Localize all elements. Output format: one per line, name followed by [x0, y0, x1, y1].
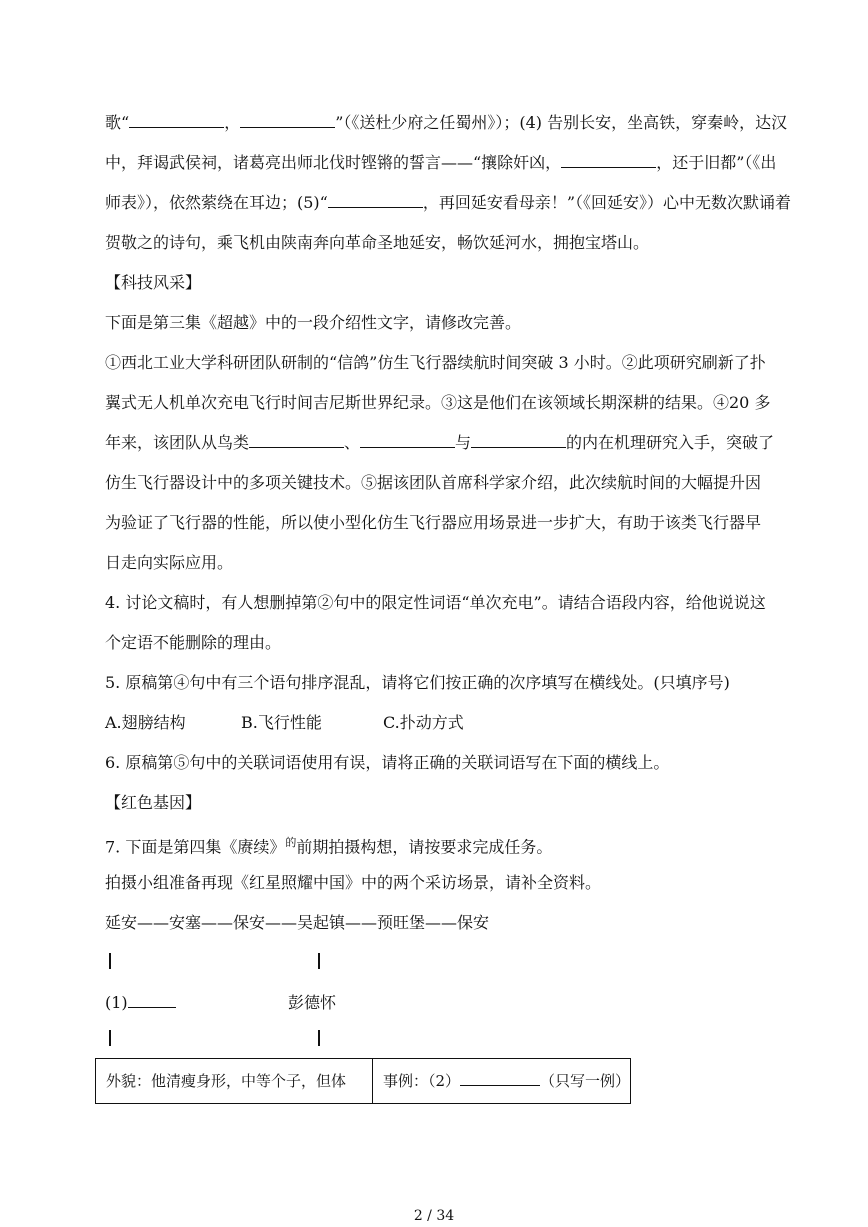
question-6: 6. 原稿第⑤句中的关联词语使用有误，请将正确的关联词语写在下面的横线上。 — [105, 753, 670, 772]
photo-instruction: 拍摄小组准备再现《红星照耀中国》中的两个采访场景，请补全资料。 — [105, 873, 602, 892]
passage-line: 为验证了飞行器的性能，所以使小型化仿生飞行器应用场景进一步扩大，有助于该类飞行器早 — [105, 513, 762, 532]
poem-line-1: 歌“ ， ”（《送杜少府之任蜀州》）；(4) 告别长安，坐高铁，穿秦岭，达汉 — [105, 113, 788, 132]
connector-bar — [318, 1030, 320, 1046]
passage-line: 仿生飞行器设计中的多项关键技术。⑤据该团队首席科学家介绍，此次续航时间的大幅提升因 — [105, 473, 762, 492]
fill-blank[interactable] — [129, 113, 224, 128]
instruction-text: 下面是第三集《超越》中的一段介绍性文字，请修改完善。 — [105, 313, 522, 332]
connector-bar — [109, 1030, 111, 1046]
fill-blank[interactable] — [561, 153, 656, 168]
poem-line-2: 中，拜谒武侯祠，诸葛亮出师北伐时铿锵的誓言——“攘除奸凶， ，还于旧都”（《出 — [105, 153, 777, 172]
question-5: 5. 原稿第④句中有三个语句排序混乱，请将它们按正确的次序填写在横线处。(只填序号) — [105, 673, 730, 692]
info-table — [95, 1058, 631, 1104]
option-a: A.翅膀结构 — [105, 713, 186, 732]
question-4: 4. 讨论文稿时，有人想删掉第②句中的限定性词语“单次充电”。请结合语段内容，给他说说这 — [105, 593, 766, 612]
passage-line: 翼式无人机单次充电飞行时间吉尼斯世界纪录。③这是他们在该领域长期深耕的结果。④20 多 — [105, 393, 771, 412]
option-c: C.扑动方式 — [383, 713, 464, 732]
fill-blank[interactable] — [240, 113, 335, 128]
section-heading-tech: 【科技风采】 — [105, 273, 202, 292]
page-number: 2 / 34 — [413, 1208, 455, 1224]
route-text: 延安——安塞——保安——吴起镇——预旺堡——保安 — [105, 913, 490, 932]
passage-line: 日走向实际应用。 — [105, 553, 234, 572]
fill-blank[interactable] — [328, 193, 423, 208]
question-4-cont: 个定语不能删除的理由。 — [105, 633, 282, 652]
fill-blank[interactable] — [471, 433, 566, 448]
poem-line-4: 贺敬之的诗句，乘飞机由陕南奔向革命圣地延安，畅饮延河水，拥抱宝塔山。 — [105, 233, 650, 252]
diagram-item-1: (1) — [105, 993, 176, 1013]
diagram-item-2: 彭德怀 — [288, 993, 337, 1012]
passage-line: 年来，该团队从鸟类 、 与 的内在机理研究入手，突破了 — [105, 433, 775, 452]
section-heading-red: 【红色基因】 — [105, 793, 202, 812]
option-b: B.飞行性能 — [241, 713, 322, 732]
fill-blank[interactable] — [249, 433, 344, 448]
connector-bar — [318, 953, 320, 969]
fill-blank[interactable] — [128, 993, 176, 1008]
table-cell-appearance: 外貌：他清瘦身形，中等个子，但体 — [96, 1059, 373, 1103]
table-cell-example: 事例：（2） （只写一例） — [383, 1072, 630, 1090]
fill-blank[interactable] — [360, 433, 455, 448]
passage-line: ①西北工业大学科研团队研制的“信鸽”仿生飞行器续航时间突破 3 小时。②此项研究刷新了扑 — [105, 353, 766, 372]
fill-blank[interactable] — [460, 1071, 540, 1086]
connector-bar — [109, 953, 111, 969]
poem-line-3: 师表》），依然萦绕在耳边；(5)“ ，再回延安看母亲！”（《回延安》）心中无数次默诵着 — [105, 193, 792, 212]
question-7: 7. 下面是第四集《赓续》$^的$前期拍摄构想，请按要求完成任务。 — [105, 836, 553, 857]
